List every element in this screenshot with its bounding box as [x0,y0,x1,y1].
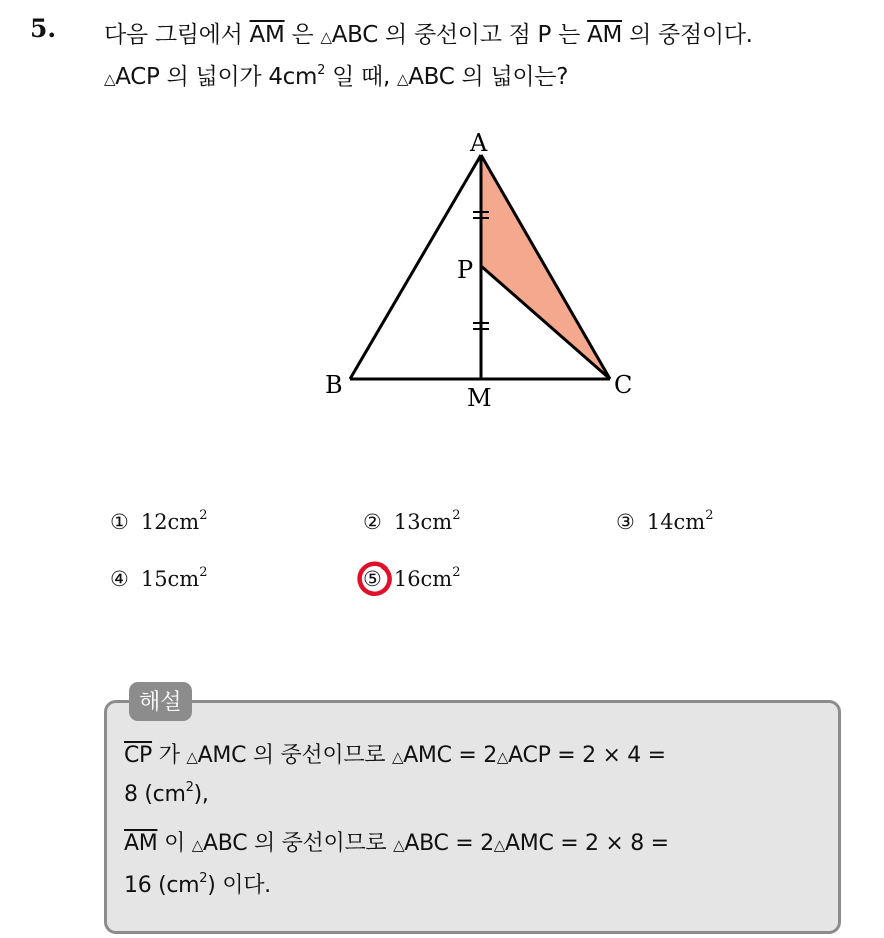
selected-answer-circle-icon [355,559,395,599]
solution-line-4 [124,868,271,899]
choice-mark: ③ [616,510,635,534]
choice-value: 15cm [140,567,200,591]
solution-text: AMC 의 중선이므로 [197,743,386,768]
segment-am: $\overline{AM}$ [124,831,158,856]
choice-value: 13cm [393,510,453,534]
triangle-symbol: △ [496,748,509,766]
solution-text: AMC = 2 × 8 = [505,831,669,856]
choice-mark-selected [363,567,382,591]
choice-value: 14cm [646,510,706,534]
triangle-symbol: △ [191,836,204,854]
question-text: ABC 의 넓이는? [408,64,569,90]
segment-cp: $\overline{CP}$ [124,743,153,768]
triangle-symbol: △ [320,28,332,46]
superscript: 2 [199,565,208,580]
choice-value: 12cm [140,510,200,534]
question-text: ABC 의 중선이고 점 P 는 [331,22,581,48]
triangle-symbol: △ [186,748,198,766]
solution-text: 16 (cm [124,873,200,898]
triangle-figure [300,118,660,418]
choice-value: 16cm [393,567,453,591]
solution-tag: 해설 [129,682,192,721]
question-text: 다음 그림에서 [104,22,243,48]
triangle-symbol: △ [104,70,116,88]
choice-mark: ④ [110,567,129,591]
solution-text: ABC 의 중선이므로 [203,831,387,856]
triangle-symbol: △ [493,836,506,854]
solution-line-1 [124,738,666,769]
question-text: 의 중점이다. [629,22,753,48]
superscript: 2 [185,780,194,795]
label-a: A [470,129,488,157]
choice-3[interactable] [616,510,714,534]
choice-5[interactable] [363,567,461,591]
triangle-symbol: △ [396,70,409,88]
question-line-1 [104,16,753,49]
solution-text: ), [193,782,209,807]
solution-text: ) 이다. [207,873,271,898]
choice-mark: ② [363,510,382,534]
choice-1[interactable] [110,510,208,534]
solution-line-2 [124,782,209,807]
triangle-symbol: △ [393,836,405,854]
superscript: 2 [705,508,714,523]
triangle-symbol: △ [391,748,404,766]
solution-text: 이 [164,831,186,856]
solution-text: ABC = 2 [404,831,494,856]
superscript: 2 [199,508,208,523]
question-number: 5. [30,14,57,43]
solution-text: 가 [158,743,180,768]
solution-text: 8 (cm [124,782,186,807]
choice-mark: ① [110,510,129,534]
superscript: 2 [199,871,208,886]
superscript: 2 [317,63,326,78]
question-text: 일 때, [332,64,390,90]
segment-am: $\overline{AM}$ [587,22,623,48]
label-p: P [457,256,474,284]
label-c: C [614,371,633,399]
label-m: M [467,384,492,412]
question-text: 은 [291,22,314,48]
segment-am: $\overline{AM}$ [249,22,285,48]
question-line-2 [104,58,568,91]
superscript: 2 [452,565,461,580]
label-b: B [325,371,343,399]
solution-line-3 [124,826,669,857]
choice-4[interactable] [110,567,208,591]
superscript: 2 [452,508,461,523]
solution-text: ACP = 2 × 4 = [508,743,666,768]
choice-2[interactable] [363,510,461,534]
solution-text: AMC = 2 [403,743,497,768]
question-text: ACP 의 넓이가 4cm [115,64,318,90]
choice-mark-text: ⑤ [363,567,382,591]
